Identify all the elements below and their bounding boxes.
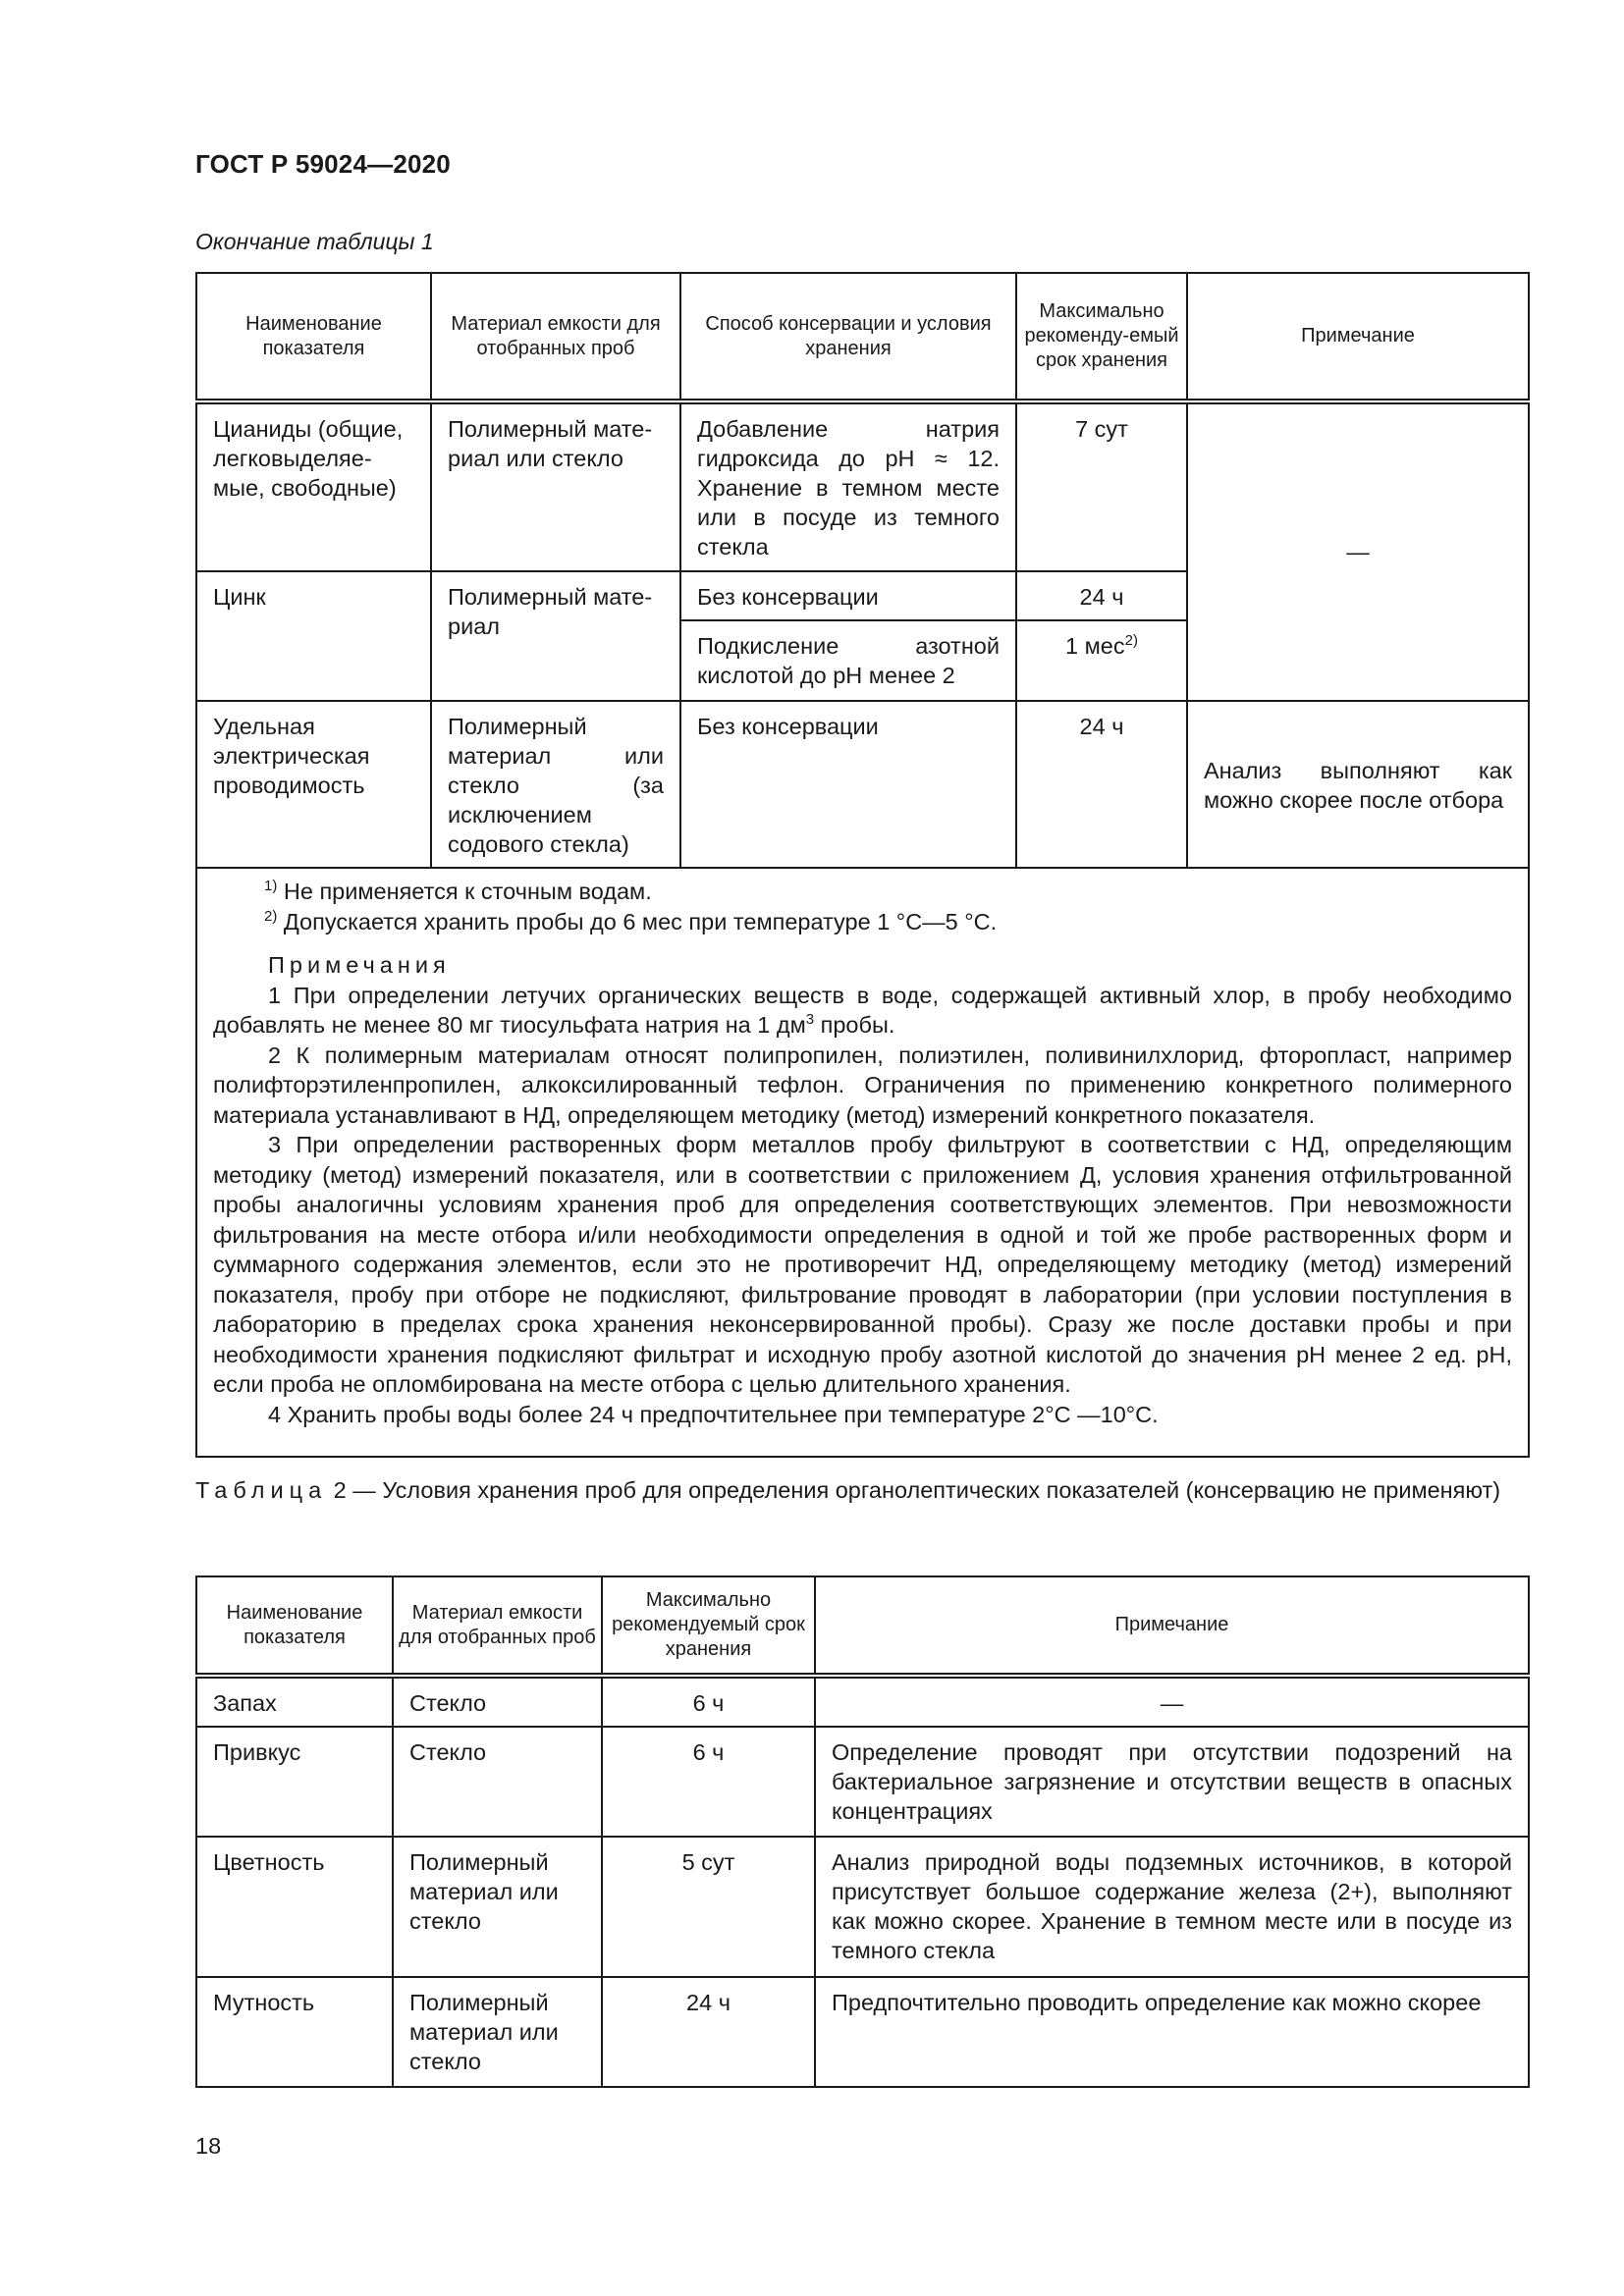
- storage-term: [1016, 620, 1187, 701]
- table-2-caption-word: Таблица: [195, 1477, 328, 1503]
- column-header: Материал емкости для отобранных проб: [393, 1576, 602, 1676]
- container-material: Полимерный материал или стекло (за исключением содового стекла): [431, 701, 680, 868]
- container-material: Полимерный мате-риал: [431, 571, 680, 701]
- container-material: Полимерный мате-риал или стекло: [431, 401, 680, 571]
- note-cell: Анализ природной воды подземных источников, в которой присутствует большое содержание железа (2+), выполняют как можно скорее. Хранение в темном месте или в посуде из темного стекла: [815, 1837, 1529, 1977]
- preservation-method: Подкисление азотной кислотой до pH менее 2: [680, 620, 1016, 701]
- storage-term: 6 ч: [602, 1676, 815, 1727]
- storage-term: 24 ч: [602, 1977, 815, 2087]
- note-3: 3 При определении растворенных форм металлов пробу фильтруют в соответствии с НД, определяющим методику (метод) измерений показателя, или в соответствии с приложением Д, условия хранения отфильтрованной пробы аналогичны условиям хранения проб для определения соответствующих элементов. При невозможности фильтрования на месте отбора и/или необходимости определения в одной и той же пробе растворенных форм и суммарного содержания элементов, если это не противоречит НД, определяющему методику (метод) измерений показателя, пробу при отборе не подкисляют, фильтрование проводят в лаборатории (при условии поступления в лабораторию в пределах срока хранения неконсервированной пробы). Сразу же после доставки пробы и при необходимости хранения подкисляют фильтрат и исходную пробу азотной кислотой до значения pH менее 2 ед. pH, если проба не опломбирована на месте отбора с целью длительного хранения.: [213, 1132, 1512, 1397]
- footnote-text: Допускается хранить пробы до 6 мес при температуре 1 °С—5 °С.: [283, 908, 998, 934]
- preservation-method: Без консервации: [680, 701, 1016, 868]
- column-header: Наименование показателя: [196, 273, 431, 401]
- container-material: Стекло: [393, 1727, 602, 1837]
- table-1: [195, 272, 1530, 1458]
- note-cell: Определение проводят при отсутствии подозрений на бактериальное загрязнение и отсутствии веществ в опасных концентрациях: [815, 1727, 1529, 1837]
- note-cell: Предпочтительно проводить определение как можно скорее: [815, 1977, 1529, 2087]
- indicator-name: Цинк: [196, 571, 431, 701]
- table-notes: [196, 868, 1529, 1457]
- table-row: [196, 1977, 1529, 2087]
- indicator-name: Мутность: [196, 1977, 393, 2087]
- indicator-name: Цианиды (общие, легковыделяе-мые, свободные): [196, 401, 431, 571]
- indicator-name: Запах: [196, 1676, 393, 1727]
- preservation-method: Добавление натрия гидроксида до pH ≈ 12. Хранение в темном месте или в посуде из темного стекла: [680, 401, 1016, 571]
- storage-term: 7 сут: [1016, 401, 1187, 571]
- footnote-text: Не применяется к сточным водам.: [283, 879, 652, 904]
- note-1: [213, 981, 1512, 1041]
- column-header: Материал емкости для отобранных проб: [431, 273, 680, 401]
- table-continuation-caption: Окончание таблицы 1: [195, 229, 434, 254]
- indicator-name: Привкус: [196, 1727, 393, 1837]
- note-cell: —: [1187, 401, 1529, 701]
- notes-title: Примечания: [268, 952, 451, 978]
- container-material: Стекло: [393, 1676, 602, 1727]
- table-2-caption-text: 2 — Условия хранения проб для определения органолептических показателей (консервацию не применяют): [327, 1477, 1501, 1503]
- column-header: Способ консервации и условия хранения: [680, 273, 1016, 401]
- table-row: [196, 1727, 1529, 1837]
- column-header: Наименование показателя: [196, 1576, 393, 1676]
- table-2: [195, 1575, 1530, 2088]
- note-cell: Анализ выполняют как можно скорее после отбора: [1187, 701, 1529, 868]
- footnote-mark: 2): [264, 907, 278, 925]
- column-header: Максимально рекоменду-емый срок хранения: [1016, 273, 1187, 401]
- note-cell: —: [815, 1676, 1529, 1727]
- indicator-name: Удельная электрическая проводимость: [196, 701, 431, 868]
- storage-term: 6 ч: [602, 1727, 815, 1837]
- table-row: [196, 1676, 1529, 1727]
- preservation-method: Без консервации: [680, 571, 1016, 620]
- note-1-text-end: пробы.: [814, 1012, 895, 1038]
- footnote: [213, 907, 1512, 937]
- table-row: [196, 701, 1529, 868]
- footnote: [213, 877, 1512, 907]
- footnote-ref: 2): [1124, 632, 1138, 650]
- note-1-sup: 3: [805, 1011, 815, 1029]
- storage-term: 5 сут: [602, 1837, 815, 1977]
- table-row: [196, 401, 1529, 571]
- note-2: 2 К полимерным материалам относят полипропилен, полиэтилен, поливинилхлорид, фторопласт, например полифторэтиленпропилен, алкоксилированный тефлон. Ограничения по применению конкретного полимерного материала устанавливают в НД, определяющем методику (метод) измерений конкретного показателя.: [213, 1041, 1512, 1128]
- storage-term: 24 ч: [1016, 701, 1187, 868]
- table-header-row: [196, 273, 1529, 401]
- column-header: Примечание: [1187, 273, 1529, 401]
- container-material: Полимерный материал или стекло: [393, 1977, 602, 2087]
- table-2-caption: [195, 1474, 1511, 1507]
- column-header: Примечание: [815, 1576, 1529, 1676]
- table-header-row: [196, 1576, 1529, 1676]
- note-1-text: 1 При определении летучих органических веществ в воде, содержащей активный хлор, в пробу необходимо добавлять не менее 80 мг тиосульфата натрия на 1 дм: [213, 982, 1512, 1038]
- term-value: 1 мес: [1065, 633, 1125, 659]
- note-4: 4 Хранить пробы воды более 24 ч предпочтительнее при температуре 2°С —10°С.: [268, 1401, 1159, 1427]
- page-number: 18: [195, 2133, 222, 2159]
- document-header: ГОСТ Р 59024—2020: [195, 149, 451, 179]
- container-material: Полимерный материал или стекло: [393, 1837, 602, 1977]
- table-notes-row: [196, 868, 1529, 1457]
- footnote-mark: 1): [264, 878, 278, 895]
- storage-term: 24 ч: [1016, 571, 1187, 620]
- indicator-name: Цветность: [196, 1837, 393, 1977]
- table-row: [196, 1837, 1529, 1977]
- column-header: Максимально рекомендуемый срок хранения: [602, 1576, 815, 1676]
